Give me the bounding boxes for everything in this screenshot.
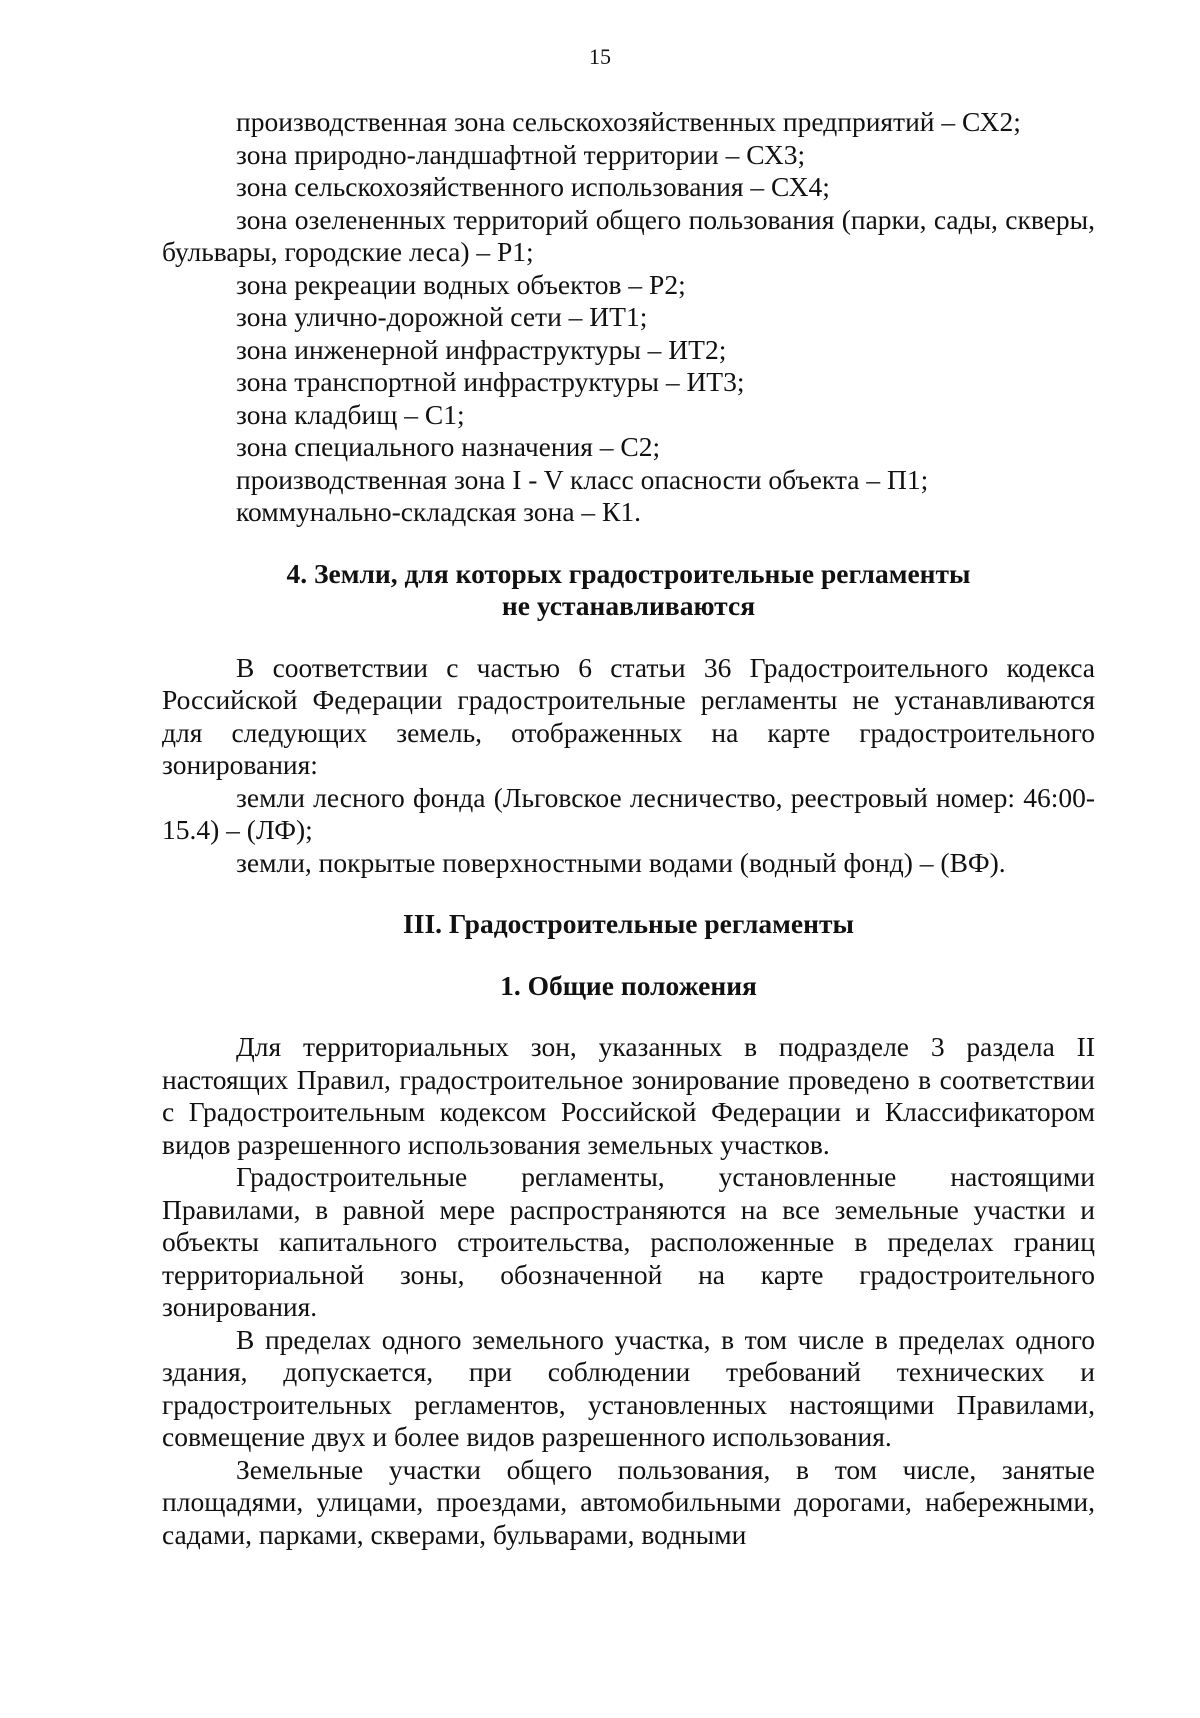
paragraph: Для территориальных зон, указанных в подразделе 3 раздела II настоящих Правил, градостроительное зонирование проведено в соответствии с Градостроительным кодексом Российской Федерации и Классификатором видов разрешенного использования земельных участков. xyxy=(162,1031,1095,1160)
paragraph: Градостроительные регламенты, установленные настоящими Правилами, в равной мере распространяются на все земельные участки и объекты капитального строительства, расположенные в пределах границ территориальной зоны, обозначенной на карте градостроительного зонирования. xyxy=(162,1161,1095,1322)
zone-list-item: зона кладбищ – С1; xyxy=(236,398,465,430)
paragraph: Земельные участки общего пользования, в том числе, занятые площадями, улицами, проездами, автомобильными дорогами, набережными, садами, парками, скверами, бульварами, водными xyxy=(162,1453,1095,1550)
section-3-heading: III. Градостроительные регламенты xyxy=(403,908,854,939)
section-4-heading-line2: не устанавливаются xyxy=(501,590,756,621)
paragraph: земли лесного фонда (Льговское лесничество, реестровый номер: 46:00-15.4) – (ЛФ); xyxy=(162,781,1095,845)
zone-list-item: зона улично-дорожной сети – ИТ1; xyxy=(236,301,648,332)
zone-list-item: производственная зона I - V класс опасности объекта – П1; xyxy=(236,463,929,495)
subsection-1-heading: 1. Общие положения xyxy=(500,969,757,1001)
zone-list-item: зона сельскохозяйственного использования – СХ4; xyxy=(236,171,830,202)
zone-list-item: зона специального назначения – С2; xyxy=(236,431,661,462)
zone-list-item: зона транспортной инфраструктуры – ИТ3; xyxy=(236,366,745,397)
paragraph: земли, покрытые поверхностными водами (водный фонд) – (ВФ). xyxy=(236,846,1006,878)
document-body xyxy=(162,106,1095,1551)
zone-list-item: зона природно-ландшафтной территории – СХ3; xyxy=(236,138,806,170)
zone-list-item: зона инженерной инфраструктуры – ИТ2; xyxy=(236,333,727,365)
zone-list-item: производственная зона сельскохозяйственных предприятий – СХ2; xyxy=(236,106,1021,137)
paragraph: В пределах одного земельного участка, в том числе в пределах одного здания, допускается, при соблюдении требований технических и градостроительных регламентов, установленных настоящими Правилами, совмещение двух и более видов разрешенного использования. xyxy=(162,1323,1095,1452)
section-4-body xyxy=(162,652,1095,880)
paragraph: В соответствии с частью 6 статьи 36 Градостроительного кодекса Российской Федерации градостроительные регламенты не устанавливаются для следующих земель, отображенных на карте градостроительного зонирования: xyxy=(162,651,1095,780)
subsection-1-body xyxy=(162,1031,1095,1551)
zone-list-item: зона озелененных территорий общего пользования (парки, сады, скверы, бульвары, городские леса) – Р1; xyxy=(162,203,1095,267)
page-number: 15 xyxy=(589,44,611,69)
section-4-heading-line1: 4. Земли, для которых градостроительные регламенты xyxy=(286,557,971,589)
zone-list xyxy=(162,106,1095,529)
zone-list-item: коммунально-складская зона – К1. xyxy=(236,496,642,527)
section-4-heading xyxy=(162,558,1095,623)
zone-list-item: зона рекреации водных объектов – Р2; xyxy=(236,268,686,300)
